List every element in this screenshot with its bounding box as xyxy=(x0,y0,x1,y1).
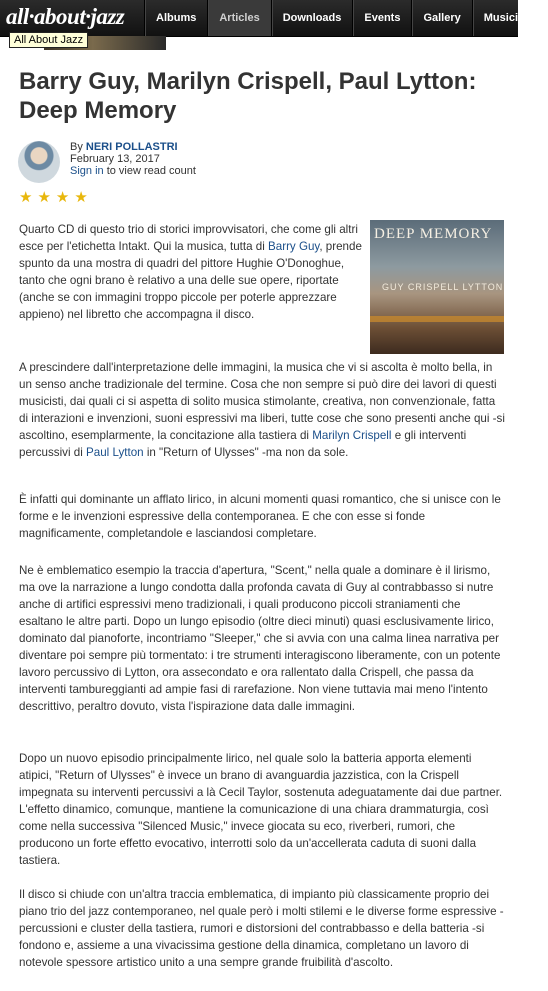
read-count-text: to view read count xyxy=(103,165,196,177)
star-icon: ★ xyxy=(74,189,88,206)
cover-title: DEEP MEMORY xyxy=(374,226,493,242)
cover-artists: GUY CRISPELL LYTTON xyxy=(382,282,504,292)
article-title: Barry Guy, Marilyn Crispell, Paul Lytton: Deep Memory xyxy=(19,68,477,124)
paragraph-1 xyxy=(19,221,363,323)
text: e gli interventi percussivi di xyxy=(19,429,467,459)
text: Quarto CD di questo trio di storici improvvisatori, che come gli altri esce per l'etichetta Intakt. Qui la musica, tutta di xyxy=(19,223,358,253)
link-paul-lytton[interactable]: Paul Lytton xyxy=(86,446,144,459)
star-icon: ★ xyxy=(37,189,51,206)
text: Ne è emblematico esempio la traccia d'apertura, "Scent," nella quale a dominare è il lirismo, ma ove la narrazione a lungo condotta dalla profonda cavata di Guy al contrabbasso si nutre anche di artifici espressivi meno tradizionali, i quali producono piccoli straniamenti che esaltano le altre parti. Dopo un lungo episodio (oltre dieci minuti) quasi esclusivamente lirico, dominato dal pianoforte, incontriamo "Sleeper," che si avvia con una calma linea narrativa per diventare poi sempre più tormentato: i tre strumenti interagiscono liberamente, con un potente lavoro percussivo di Lytton, ora assecondato e ora rallentato dalla Crispell, che passa da interventi tambureggianti ad ampie fasi di rarefazione. Non viene tuttavia mai meno l'intento descrittivo, peraltro dovuto, vista l'ispirazione data dalle immagini. xyxy=(19,564,501,713)
paragraph-4 xyxy=(19,562,505,715)
text: Il disco si chiude con un'altra traccia emblematica, di impianto più classicamente proprio dei piano trio del jazz contemporaneo, nel quale però i molti stilemi e le diverse forme espressive -percussioni e cluster della tastiera, rumori e distorsioni del contrabbasso e della batteria -si fondono e, assieme a una vivacissima gestione della dinamica, completano un lavoro di notevole spessore artistico unito a una sempre grande fruibilità d'ascolto. xyxy=(19,888,504,969)
paragraph-2 xyxy=(19,359,505,461)
main-nav xyxy=(144,0,548,36)
cover-artwork-stroke xyxy=(370,316,504,322)
by-label: By xyxy=(70,141,86,153)
nav-events[interactable]: Events xyxy=(352,0,411,36)
signin-link[interactable]: Sign in xyxy=(70,165,104,177)
author-link[interactable]: NERI POLLASTRI xyxy=(85,141,178,153)
nav-albums[interactable]: Albums xyxy=(144,0,207,36)
nav-downloads[interactable]: Downloads xyxy=(271,0,353,36)
paragraph-3 xyxy=(19,491,505,542)
link-marilyn-crispell[interactable]: Marilyn Crispell xyxy=(312,429,392,442)
album-cover[interactable] xyxy=(370,220,504,354)
star-icon: ★ xyxy=(19,189,33,206)
logo-tooltip: All About Jazz xyxy=(9,32,88,48)
text: Dopo un nuovo episodio principalmente lirico, nel quale solo la batteria apporta elementi atipici, "Return of Ulysses" è invece un brano di avanguardia jazzistica, con la Crispell impegnata su interventi percussivi a là Cecil Taylor, sostenuta adeguatamente dai due partner. L'effetto dinamico, comunque, mantiene la comunicazione di una chiara drammaturgia, così come nella successiva "Silenced Music," invece giocata su eco, riverberi, rumori, che producono un forte effetto evocativo, interrotti solo da un'accellerata caduta di suoni dalla tastiera. xyxy=(19,752,503,867)
site-logo[interactable]: all·about·jazz xyxy=(6,4,125,29)
publish-date: February 13, 2017 xyxy=(70,153,160,165)
rating-stars xyxy=(19,190,88,205)
nav-articles[interactable]: Articles xyxy=(207,0,270,36)
text: , prende spunto da una mostra di quadri del pittore Hughie O'Donoghue, tanto che ogni brano è relativo a una delle sue opere, riportate (anche se con immagini troppo piccole per poterle apprezzare appieno) nel libretto che accompagna il disco. xyxy=(19,240,362,321)
nav-gallery[interactable]: Gallery xyxy=(411,0,471,36)
byline xyxy=(70,141,196,177)
star-icon: ★ xyxy=(55,189,70,206)
text: in "Return of Ulysses" -ma non da sole. xyxy=(143,446,349,459)
nav-musicians[interactable]: Musicians xyxy=(472,0,548,36)
author-avatar[interactable] xyxy=(18,141,60,183)
link-barry-guy[interactable]: Barry Guy xyxy=(268,240,320,253)
text: A prescindere dall'interpretazione delle immagini, la musica che vi si ascolta è molto bella, in un senso anche tradizionale del termine. Cosa che non sempre si può dire dei lavori di questi musicisti, dai quali ci si aspetta di solito musica stimolante, creativa, non convenzionale, fatta di interazioni e invenzioni, suoni espressivi ma liberi, tutte cose che sono presenti anche qui -si ascoltino, esemplarmente, la concitazione alla tastiera di xyxy=(19,361,505,442)
text: È infatti qui dominante un afflato lirico, in alcuni momenti quasi romantico, che si unisce con le forme e le invenzioni espressive della contemporanea. E che con esse si fonde magnificamente, completandole e lasciandosi completare. xyxy=(19,493,501,540)
paragraph-5 xyxy=(19,750,505,869)
paragraph-6 xyxy=(19,886,505,971)
